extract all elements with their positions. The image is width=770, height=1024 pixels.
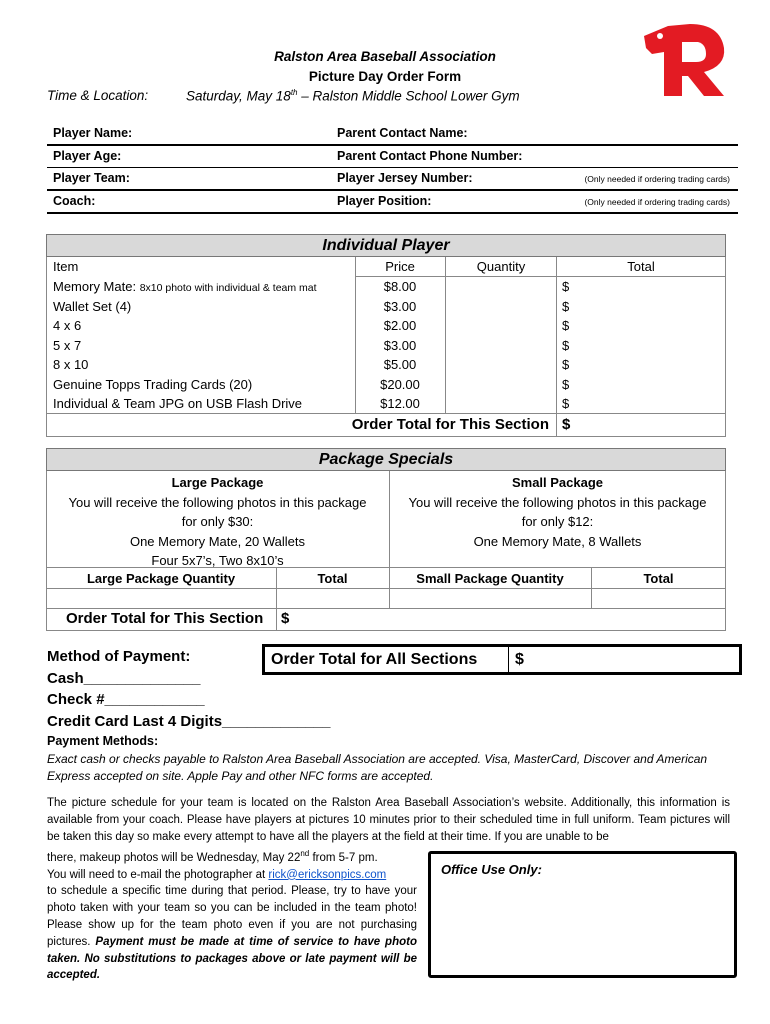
position-note: (Only needed if ordering trading cards) — [584, 197, 730, 207]
divider — [47, 212, 738, 214]
check-field[interactable]: Check #____________ — [47, 691, 205, 708]
all-sections-total-label: Order Total for All Sections — [271, 651, 478, 668]
item-total-field[interactable]: $ — [562, 337, 570, 353]
large-package-desc — [46, 473, 389, 571]
item-name — [53, 396, 302, 411]
package-order-total-label: Order Total for This Section — [66, 610, 264, 627]
item-quantity-field[interactable] — [446, 357, 556, 375]
item-total-field[interactable]: $ — [562, 279, 570, 294]
schedule-paragraph-2 — [47, 846, 417, 984]
info-row-3 — [47, 168, 738, 189]
player-name-label[interactable]: Player Name: — [53, 126, 133, 140]
grid-line — [355, 276, 726, 277]
item-label: 8 x 10 — [53, 357, 89, 372]
item-quantity-field[interactable] — [446, 318, 556, 336]
item-total-field[interactable]: $ — [562, 376, 570, 392]
jersey-number-label[interactable]: Player Jersey Number: — [337, 171, 473, 185]
time-location-label: Time & Location: — [47, 88, 149, 103]
item-label: Genuine Topps Trading Cards (20) — [53, 376, 253, 392]
info-row-1 — [47, 123, 738, 144]
form-title: Picture Day Order Form — [308, 69, 462, 84]
col-item: Item — [53, 259, 79, 274]
item-description: 8x10 photo with individual & team mat — [139, 282, 317, 294]
item-label: Individual & Team JPG on USB Flash Drive — [53, 396, 303, 411]
cash-field[interactable]: Cash______________ — [47, 669, 201, 687]
info-row-4 — [47, 191, 738, 212]
grid-line — [556, 257, 557, 437]
email-line: You will need to e-mail the photographer at rick@ericksonpics.com — [47, 868, 387, 881]
package-title: Package Specials — [46, 448, 726, 471]
item-label: 5 x 7 — [53, 337, 82, 353]
item-quantity-field[interactable] — [446, 377, 556, 395]
payment-methods-heading: Payment Methods: — [47, 734, 159, 748]
small-package-line: One Memory Mate, 8 Wallets — [473, 533, 642, 549]
player-position-label[interactable]: Player Position: — [337, 194, 432, 208]
item-name — [53, 377, 252, 392]
item-name — [53, 279, 317, 294]
small-package-title: Small Package — [511, 475, 604, 490]
individual-title: Individual Player — [46, 234, 726, 257]
makeup-line: there, makeup photos will be Wednesday, May 22nd from 5-7 pm. — [47, 849, 378, 864]
jersey-note: (Only needed if ordering trading cards) — [584, 174, 730, 184]
office-use-box — [428, 851, 737, 978]
item-label: Memory Mate: — [53, 279, 140, 294]
coach-label[interactable]: Coach: — [53, 194, 96, 208]
large-package-line: Four 5x7’s, Two 8x10’s — [151, 553, 284, 568]
large-package-line: for only $30: — [181, 514, 254, 529]
item-total-field[interactable]: $ — [562, 396, 570, 411]
item-quantity-field[interactable] — [446, 299, 556, 317]
item-price: $5.00 — [383, 357, 417, 372]
item-label: 4 x 6 — [53, 318, 82, 333]
item-total-field[interactable]: $ — [562, 318, 570, 333]
schedule-text: to schedule a specific time during that period. Please, try to have your photo taken with your team so you can be included in the team photo! Please show up for the team photo even if you are not purchasing pictures. — [47, 885, 417, 948]
small-package-desc — [389, 473, 726, 551]
photographer-email-link[interactable]: rick@ericksonpics.com — [268, 868, 387, 881]
all-sections-total-box — [262, 644, 742, 675]
col-quantity: Quantity — [476, 259, 526, 274]
individual-order-total-label: Order Total for This Section — [351, 416, 549, 433]
item-price: $8.00 — [383, 279, 417, 294]
package-order-total-value[interactable]: $ — [281, 610, 290, 627]
info-row-2 — [47, 146, 738, 167]
item-label: Wallet Set (4) — [53, 298, 132, 314]
small-package-line: You will receive the following photos in this package — [408, 494, 707, 510]
item-name — [53, 299, 131, 314]
event-date-location: Saturday, May 18th – Ralston Middle School Lower Gym — [186, 88, 520, 104]
item-quantity-field[interactable] — [446, 396, 556, 414]
office-use-label: Office Use Only: — [441, 862, 542, 877]
small-total-label: Total — [643, 571, 674, 586]
parent-phone-label[interactable]: Parent Contact Phone Number: — [337, 149, 523, 163]
item-name — [53, 318, 81, 333]
item-price: $3.00 — [383, 337, 417, 353]
large-package-title: Large Package — [171, 475, 264, 490]
large-total-label: Total — [317, 571, 348, 586]
grid-line — [46, 608, 726, 609]
item-price: $3.00 — [383, 298, 417, 314]
col-price: Price — [385, 259, 415, 274]
item-total-field[interactable]: $ — [562, 298, 570, 314]
grid-line — [508, 647, 509, 672]
item-name — [53, 338, 81, 353]
player-team-label[interactable]: Player Team: — [53, 171, 130, 185]
item-total-field[interactable]: $ — [562, 357, 570, 372]
item-price: $20.00 — [380, 376, 420, 392]
credit-card-field[interactable]: Credit Card Last 4 Digits_____________ — [47, 712, 331, 730]
payment-methods-text: Exact cash or checks payable to Ralston Area Baseball Association are accepted. Visa, MasterCard, Discover and American Express accepted on site. Apple Pay and other NFC forms are accepted. — [47, 752, 708, 783]
large-qty-label: Large Package Quantity — [86, 571, 236, 586]
parent-name-label[interactable]: Parent Contact Name: — [337, 126, 468, 140]
col-total: Total — [627, 259, 655, 274]
item-price: $2.00 — [383, 318, 417, 333]
item-price: $12.00 — [380, 396, 420, 411]
item-quantity-field[interactable] — [446, 338, 556, 356]
grid-line — [46, 588, 726, 589]
large-package-line: You will receive the following photos in this package — [68, 494, 367, 510]
method-of-payment-label: Method of Payment: — [47, 648, 191, 665]
item-name — [53, 357, 88, 372]
grid-line — [46, 413, 726, 414]
player-age-label[interactable]: Player Age: — [53, 149, 122, 163]
schedule-paragraph: The picture schedule for your team is located on the Ralston Area Baseball Association’s website. Additionally, this information is available from your coach. Please have players at pictures 10 minutes prior to their scheduled time in full uniform. Team pictures will be taken this day so make every attempt to have all the players at the field at their time. If you are unable to be — [47, 797, 730, 843]
all-sections-total-value[interactable]: $ — [515, 651, 524, 668]
org-title: Ralston Area Baseball Association — [274, 49, 496, 64]
small-package-line: for only $12: — [521, 514, 594, 529]
large-package-line: One Memory Mate, 20 Wallets — [129, 533, 306, 549]
small-qty-label: Small Package Quantity — [416, 571, 564, 586]
payment-warning: Payment must be made at time of service to have photo taken. No substitutions to packages above or late payment will be accepted. — [47, 935, 417, 982]
individual-order-total-value[interactable]: $ — [562, 416, 571, 433]
raba-logo — [638, 22, 730, 100]
item-quantity-field[interactable] — [446, 279, 556, 297]
